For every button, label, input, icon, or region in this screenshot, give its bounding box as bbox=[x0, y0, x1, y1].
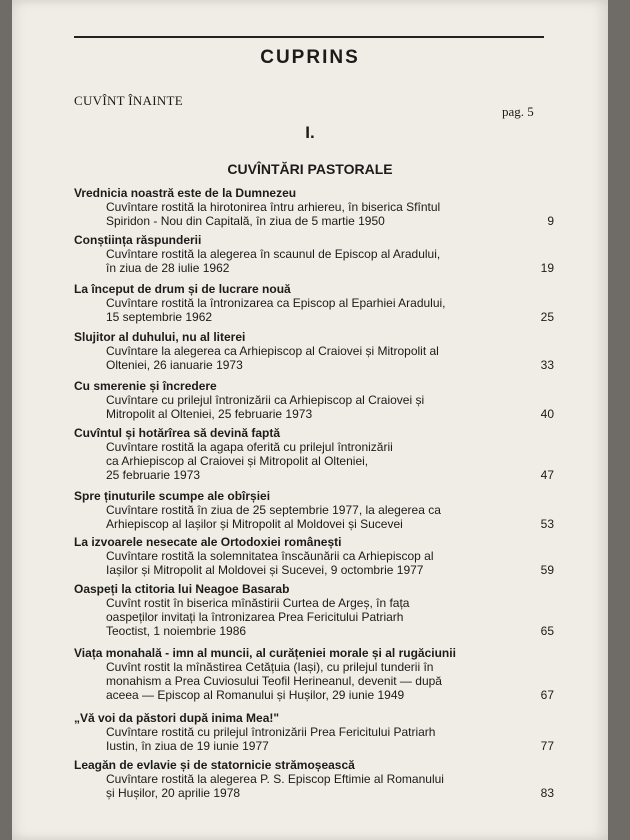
entry-line: și Hușilor, 20 aprilie 1978 bbox=[106, 786, 241, 800]
entry-page-number: 33 bbox=[540, 358, 554, 372]
entry-description bbox=[74, 296, 554, 324]
entry-page-number: 67 bbox=[540, 688, 554, 702]
toc-entry bbox=[74, 536, 554, 577]
entry-title: Spre ținuturile scumpe ale obîrșiei bbox=[74, 489, 271, 503]
toc-entry bbox=[74, 490, 554, 531]
entry-page-number: 25 bbox=[540, 310, 554, 324]
entry-line: Spiridon - Nou din Capitală, în ziua de 5 martie 1950 bbox=[106, 214, 385, 228]
entry-line: 15 septembrie 1962 bbox=[106, 310, 213, 324]
entry-description bbox=[74, 549, 554, 577]
entry-line: oaspeților invitați la întronizarea Prea Fericitului Patriarh bbox=[106, 610, 404, 624]
entry-line: Cuvîntare rostită la hirotonirea întru arhiereu, în biserica Sfîntul bbox=[106, 200, 441, 214]
entry-line: Cuvîntare rostită la agapa oferită cu prilejul întronizării bbox=[106, 440, 393, 454]
entry-line: aceea — Episcop al Romanului și Hușilor, 29 iunie 1949 bbox=[106, 688, 405, 702]
top-rule bbox=[74, 36, 544, 38]
entry-line: Cuvîntare rostită la întronizarea ca Episcop al Eparhiei Aradului, bbox=[106, 296, 446, 310]
entry-line: 25 februarie 1973 bbox=[106, 468, 201, 482]
entry-line: în ziua de 28 iulie 1962 bbox=[106, 261, 230, 275]
entry-page-number: 65 bbox=[540, 624, 554, 638]
entry-line: Cuvîntare la alegerea ca Arhiepiscop al Craiovei și Mitropolit al bbox=[106, 344, 439, 358]
entry-line: Olteniei, 26 ianuarie 1973 bbox=[106, 358, 243, 372]
entry-line: Cuvîntare rostită în ziua de 25 septembrie 1977, la alegerea ca bbox=[106, 503, 441, 517]
toc-entry bbox=[74, 583, 554, 638]
entry-line: Iustin, în ziua de 19 iunie 1977 bbox=[106, 739, 269, 753]
entry-description bbox=[74, 660, 554, 702]
entry-title: Cuvîntul și hotărîrea să devină faptă bbox=[74, 426, 281, 440]
entry-title: Leagăn de evlavie și de statornicie strămoșească bbox=[74, 758, 355, 772]
entry-description bbox=[74, 200, 554, 228]
entry-line: monahism a Prea Cuviosului Teofil Herineanul, devenit — după bbox=[106, 674, 442, 688]
entry-last-line bbox=[106, 739, 554, 753]
entry-line: ca Arhiepiscop al Craiovei și Mitropolit al Olteniei, bbox=[106, 454, 369, 468]
entry-last-line bbox=[106, 468, 554, 482]
entry-last-line bbox=[106, 310, 554, 324]
entry-title: Vrednicia noastră este de la Dumnezeu bbox=[74, 186, 297, 200]
entry-last-line bbox=[106, 407, 554, 421]
book-page bbox=[12, 0, 608, 840]
toc-entry bbox=[74, 427, 554, 482]
entry-line: Teoctist, 1 noiembrie 1986 bbox=[106, 624, 247, 638]
foreword-page-number: pag. 5 bbox=[502, 104, 534, 119]
toc-entry bbox=[74, 712, 554, 753]
foreword-label: CUVÎNT ÎNAINTE bbox=[74, 93, 184, 108]
toc-entry bbox=[74, 234, 554, 275]
entry-last-line bbox=[106, 563, 554, 577]
entry-title: Oaspeți la ctitoria lui Neagoe Basarab bbox=[74, 582, 290, 596]
entry-last-line bbox=[106, 624, 554, 638]
entry-last-line bbox=[106, 214, 554, 228]
entry-line: Cuvînt rostit în biserica mînăstirii Curtea de Argeș, în fața bbox=[106, 596, 410, 610]
entry-page-number: 9 bbox=[547, 214, 554, 228]
entry-line: Cuvîntare cu prilejul întronizării ca Arhiepiscop al Craiovei și bbox=[106, 393, 425, 407]
entry-last-line bbox=[106, 688, 554, 702]
toc-entry bbox=[74, 187, 554, 228]
toc-entry bbox=[74, 283, 554, 324]
entry-description bbox=[74, 725, 554, 753]
entry-description bbox=[74, 503, 554, 531]
toc-entry bbox=[74, 331, 554, 372]
entry-page-number: 40 bbox=[540, 407, 554, 421]
entry-page-number: 83 bbox=[540, 786, 554, 800]
section-title: CUVÎNTĂRI PASTORALE bbox=[227, 161, 393, 177]
entry-line: Arhiepiscop al Iașilor și Mitropolit al Moldovei și Sucevei bbox=[106, 517, 403, 531]
entry-line: Cuvîntare rostită cu prilejul întronizării Prea Fericitului Patriarh bbox=[106, 725, 436, 739]
entry-description bbox=[74, 596, 554, 638]
toc-entry bbox=[74, 380, 554, 421]
entry-page-number: 53 bbox=[540, 517, 554, 531]
entry-last-line bbox=[106, 517, 554, 531]
entry-title: Conștiința răspunderii bbox=[74, 233, 202, 247]
entry-title: „Vă voi da păstori după inima Mea!" bbox=[74, 711, 280, 725]
entry-line: Cuvîntare rostită la alegerea P. S. Episcop Eftimie al Romanului bbox=[106, 772, 444, 786]
entry-description bbox=[74, 393, 554, 421]
entry-line: Cuvînt rostit la mînăstirea Cetățuia (Iași), cu prilejul tunderii în bbox=[106, 660, 434, 674]
entry-description bbox=[74, 344, 554, 372]
entry-title: Viața monahală - imn al muncii, al curățeniei morale și al rugăciunii bbox=[74, 646, 456, 660]
toc-entry bbox=[74, 759, 554, 800]
entry-title: La izvoarele nesecate ale Ortodoxiei românești bbox=[74, 535, 342, 549]
entry-line: Cuvîntare rostită la solemnitatea înscăunării ca Arhiepiscop al bbox=[106, 549, 434, 563]
entry-description bbox=[74, 772, 554, 800]
entry-last-line bbox=[106, 358, 554, 372]
entry-page-number: 77 bbox=[540, 739, 554, 753]
entry-title: Slujitor al duhului, nu al literei bbox=[74, 330, 246, 344]
entry-title: La început de drum și de lucrare nouă bbox=[74, 282, 291, 296]
entry-page-number: 59 bbox=[540, 563, 554, 577]
entry-line: Iașilor și Mitropolit al Moldovei și Sucevei, 9 octombrie 1977 bbox=[106, 563, 424, 577]
entry-page-number: 47 bbox=[540, 468, 554, 482]
entry-page-number: 19 bbox=[540, 261, 554, 275]
entry-description bbox=[74, 440, 554, 482]
entry-description bbox=[74, 247, 554, 275]
entry-title: Cu smerenie și încredere bbox=[74, 379, 217, 393]
page-title: CUPRINS bbox=[260, 47, 360, 68]
entry-last-line bbox=[106, 786, 554, 800]
part-number: I. bbox=[305, 123, 315, 142]
entry-last-line bbox=[106, 261, 554, 275]
toc-entry bbox=[74, 647, 554, 702]
entry-line: Mitropolit al Olteniei, 25 februarie 1973 bbox=[106, 407, 313, 421]
entry-line: Cuvîntare rostită la alegerea în scaunul de Episcop al Aradului, bbox=[106, 247, 441, 261]
